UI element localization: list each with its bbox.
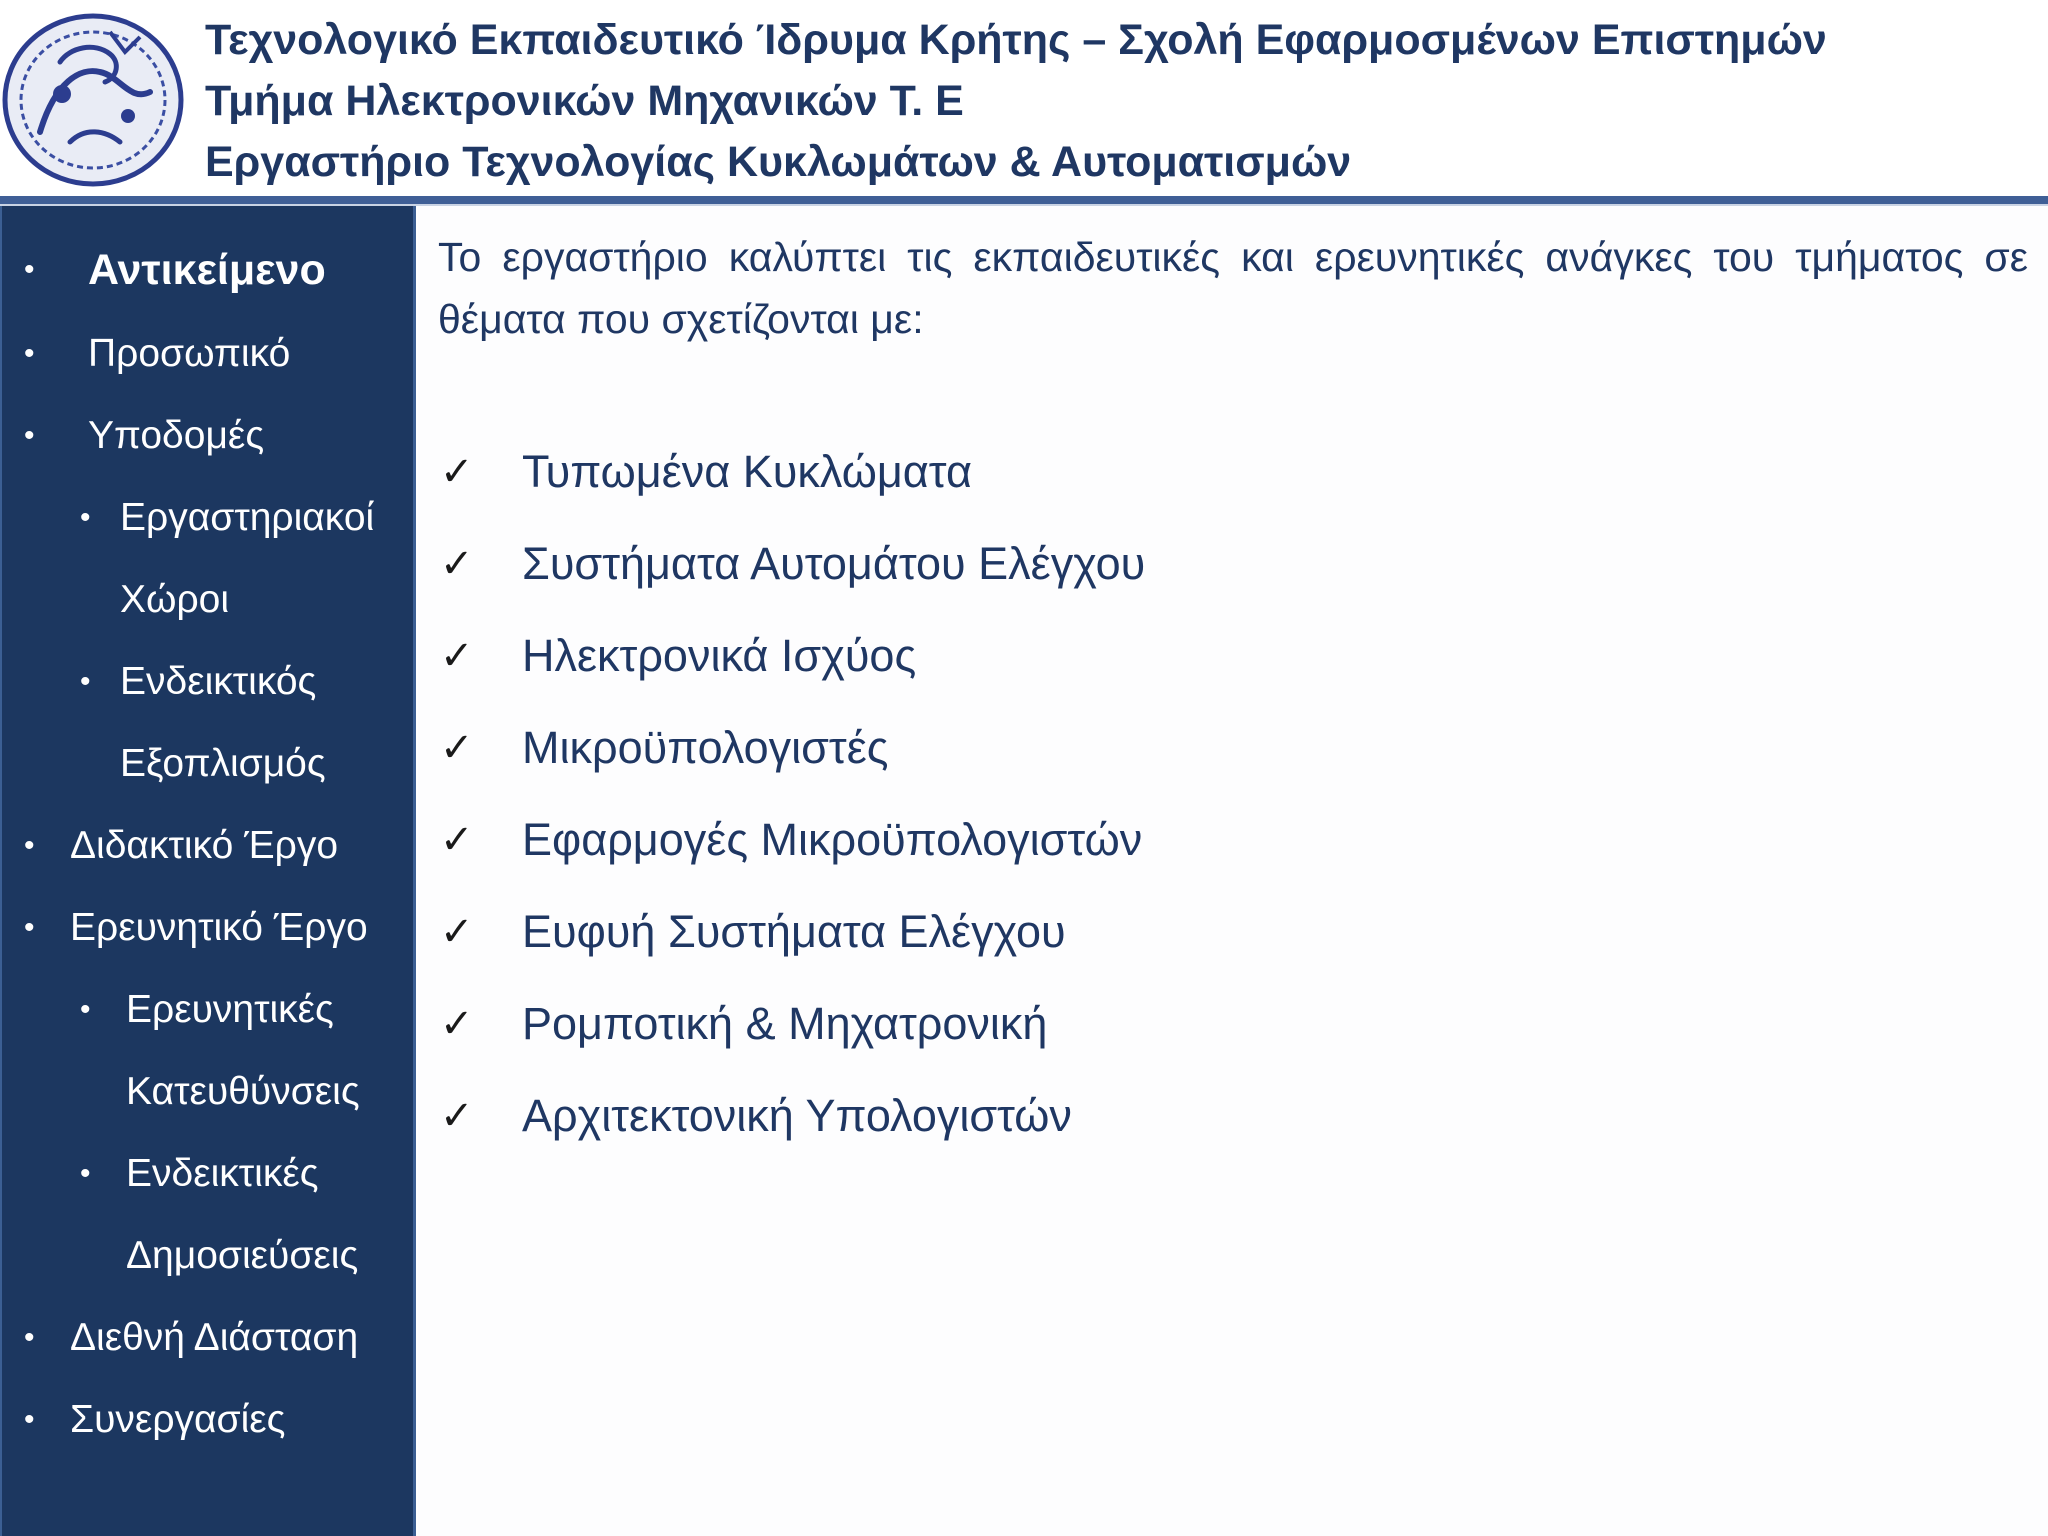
header (0, 0, 2048, 196)
bullet: • (80, 665, 91, 698)
bullet: • (24, 911, 35, 944)
bullet: • (24, 337, 35, 370)
sidebar-item-staff[interactable] (24, 313, 290, 395)
checkmark-icon: ✓ (440, 542, 474, 586)
checkmark-icon: ✓ (440, 450, 474, 494)
sidebar-item-label: Εξοπλισμός (120, 742, 326, 785)
lab-title: Εργαστήριο Τεχνολογίας Κυκλωμάτων & Αυτοματισμών (205, 138, 1352, 186)
checkmark-icon: ✓ (440, 634, 474, 678)
topic-label: Εφαρμογές Μικροϋπολογιστών (522, 814, 1143, 865)
sidebar-item-label: Εργαστηριακοί (120, 496, 375, 539)
bullet: • (80, 501, 91, 534)
sidebar-item-label: Χώροι (120, 578, 230, 621)
sidebar-nav (0, 206, 416, 1536)
checkmark-icon: ✓ (440, 910, 474, 954)
sidebar-item-label: Ενδεικτικός (120, 660, 317, 703)
sidebar-item-label: Συνεργασίες (70, 1398, 286, 1441)
sidebar-item-label: Διδακτικό Έργο (70, 824, 339, 867)
checkmark-icon: ✓ (440, 726, 474, 770)
topic-label: Τυπωμένα Κυκλώματα (522, 446, 972, 497)
bullet: • (24, 829, 35, 862)
topic-label: Συστήματα Αυτομάτου Ελέγχου (522, 538, 1146, 589)
checkmark-icon: ✓ (440, 1002, 474, 1046)
topic-label: Ρομποτική & Μηχατρονική (522, 998, 1048, 1049)
sidebar-subitem-research-directions[interactable] (80, 969, 334, 1051)
topic-label: Ευφυή Συστήματα Ελέγχου (522, 906, 1066, 957)
institution-title: Τεχνολογικό Εκπαιδευτικό Ίδρυμα Κρήτης – Σχολή Εφαρμοσμένων Επιστημών (205, 16, 1827, 64)
sidebar-subitem-equipment[interactable] (80, 641, 316, 723)
header-divider (0, 196, 2048, 204)
checkmark-icon: ✓ (440, 1094, 474, 1138)
sidebar-item-infrastructure[interactable] (24, 395, 264, 477)
department-title: Τμήμα Ηλεκτρονικών Μηχανικών Τ. Ε (205, 77, 964, 125)
sidebar-item-label: Δημοσιεύσεις (126, 1234, 359, 1277)
bullet: • (24, 1403, 35, 1436)
bullet: • (24, 419, 35, 452)
sidebar-item-research[interactable] (24, 887, 368, 969)
header-titles (205, 10, 1827, 193)
sidebar-item-label: Αντικείμενο (88, 246, 326, 294)
sidebar-subitem-equipment-cont[interactable] (120, 723, 326, 805)
sidebar-item-label: Διεθνή Διάσταση (70, 1316, 359, 1359)
topic-label: Αρχιτεκτονική Υπολογιστών (522, 1090, 1072, 1141)
sidebar-item-label: Κατευθύνσεις (126, 1070, 360, 1113)
bullet: • (24, 1321, 35, 1354)
sidebar-item-label: Προσωπικό (88, 332, 291, 375)
sidebar-item-label: Ερευνητικές (126, 988, 334, 1031)
bullet: • (80, 993, 91, 1026)
checkmark-icon: ✓ (440, 818, 474, 862)
sidebar-item-label: Ερευνητικό Έργο (70, 906, 368, 949)
bullet: • (80, 1157, 91, 1190)
bullet: • (24, 253, 35, 286)
sidebar-subitem-publications[interactable] (80, 1133, 319, 1215)
sidebar-item-collaborations[interactable] (24, 1379, 285, 1461)
sidebar-item-teaching[interactable] (24, 805, 338, 887)
intro-paragraph: Το εργαστήριο καλύπτει τις εκπαιδευτικές και ερευνητικές ανάγκες του τμήματος σε θέματα που σχετίζονται με: (438, 234, 2028, 342)
topic-label: Ηλεκτρονικά Ισχύος (522, 630, 917, 681)
main-content (418, 206, 2048, 1536)
sidebar-subitem-research-directions-cont[interactable] (126, 1051, 360, 1133)
sidebar-subitem-publications-cont[interactable] (126, 1215, 358, 1297)
sidebar-subitem-lab-spaces[interactable] (80, 477, 374, 559)
sidebar-subitem-lab-spaces-cont[interactable] (120, 559, 229, 641)
sidebar-item-international[interactable] (24, 1297, 358, 1379)
sidebar-item-objective[interactable] (24, 229, 326, 313)
sidebar-item-label: Υποδομές (88, 414, 265, 457)
topic-label: Μικροϋπολογιστές (522, 722, 889, 773)
university-seal-icon (0, 12, 186, 188)
sidebar-item-label: Ενδεικτικές (126, 1152, 319, 1195)
